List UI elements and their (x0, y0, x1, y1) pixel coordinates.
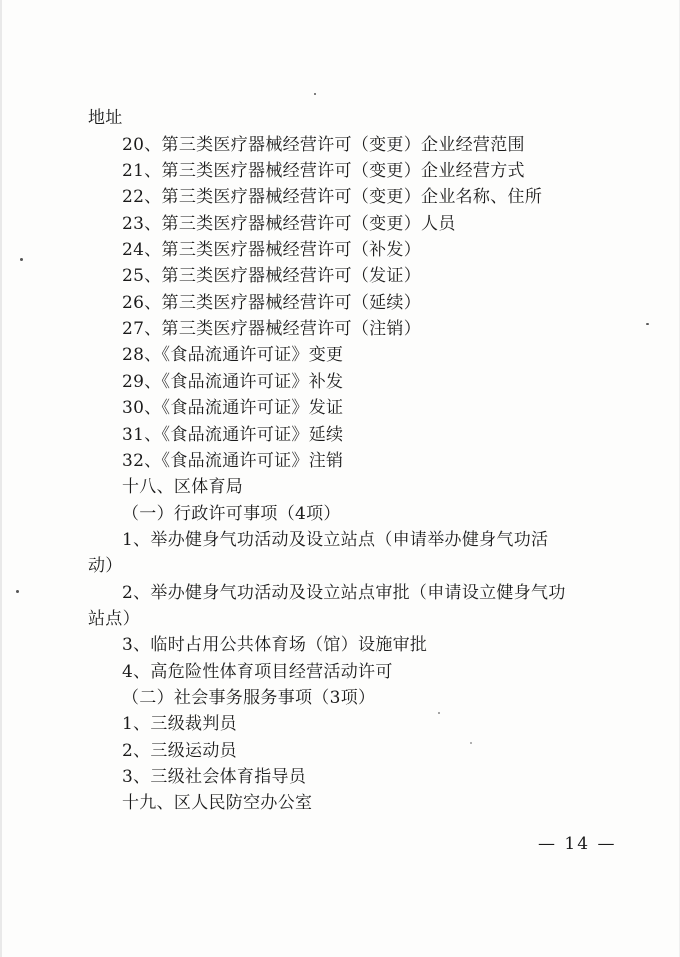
list-item-29: 29、《食品流通许可证》补发 (122, 372, 344, 392)
sports-item-2-line-2: 站点） (88, 609, 140, 629)
sports-item-1-line-1: 1、举办健身气功活动及设立站点（申请举办健身气功活 (122, 530, 549, 550)
subsection-heading-admin-license: （一）行政许可事项（4项） (122, 504, 341, 524)
list-item-24: 24、第三类医疗器械经营许可（补发） (122, 240, 422, 260)
scan-speck (470, 742, 472, 744)
list-item-22: 22、第三类医疗器械经营许可（变更）企业名称、住所 (122, 187, 543, 207)
subsection-heading-social-services: （二）社会事务服务事项（3项） (122, 688, 376, 708)
section-heading-civil-air-defense: 十九、区人民防空办公室 (122, 793, 313, 813)
list-item-21: 21、第三类医疗器械经营许可（变更）企业经营方式 (122, 161, 525, 181)
section-heading-sports-bureau: 十八、区体育局 (122, 477, 244, 497)
list-item-28: 28、《食品流通许可证》变更 (122, 345, 344, 365)
list-item-23: 23、第三类医疗器械经营许可（变更）人员 (122, 214, 456, 234)
social-item-3: 3、三级社会体育指导员 (122, 767, 307, 787)
scan-speck (314, 93, 316, 95)
sports-item-4: 4、高危险性体育项目经营活动许可 (122, 662, 393, 682)
list-item-30: 30、《食品流通许可证》发证 (122, 398, 344, 418)
sports-item-3: 3、临时占用公共体育场（馆）设施审批 (122, 635, 428, 655)
scan-speck (438, 712, 440, 714)
page-number: — 14 — (538, 834, 617, 854)
sports-item-2-line-1: 2、举办健身气功活动及设立站点审批（申请设立健身气功 (122, 583, 566, 603)
list-item-31: 31、《食品流通许可证》延续 (122, 425, 344, 445)
list-item-26: 26、第三类医疗器械经营许可（延续） (122, 293, 422, 313)
text-line-address-continuation: 地址 (88, 108, 123, 128)
list-item-25: 25、第三类医疗器械经营许可（发证） (122, 266, 422, 286)
social-item-1: 1、三级裁判员 (122, 714, 237, 734)
list-item-27: 27、第三类医疗器械经营许可（注销） (122, 319, 422, 339)
scan-speck (16, 590, 19, 593)
social-item-2: 2、三级运动员 (122, 741, 237, 761)
scan-speck (646, 323, 649, 325)
list-item-20: 20、第三类医疗器械经营许可（变更）企业经营范围 (122, 135, 525, 155)
scan-speck (20, 258, 23, 261)
list-item-32: 32、《食品流通许可证》注销 (122, 451, 344, 471)
sports-item-1-line-2: 动） (88, 556, 123, 576)
